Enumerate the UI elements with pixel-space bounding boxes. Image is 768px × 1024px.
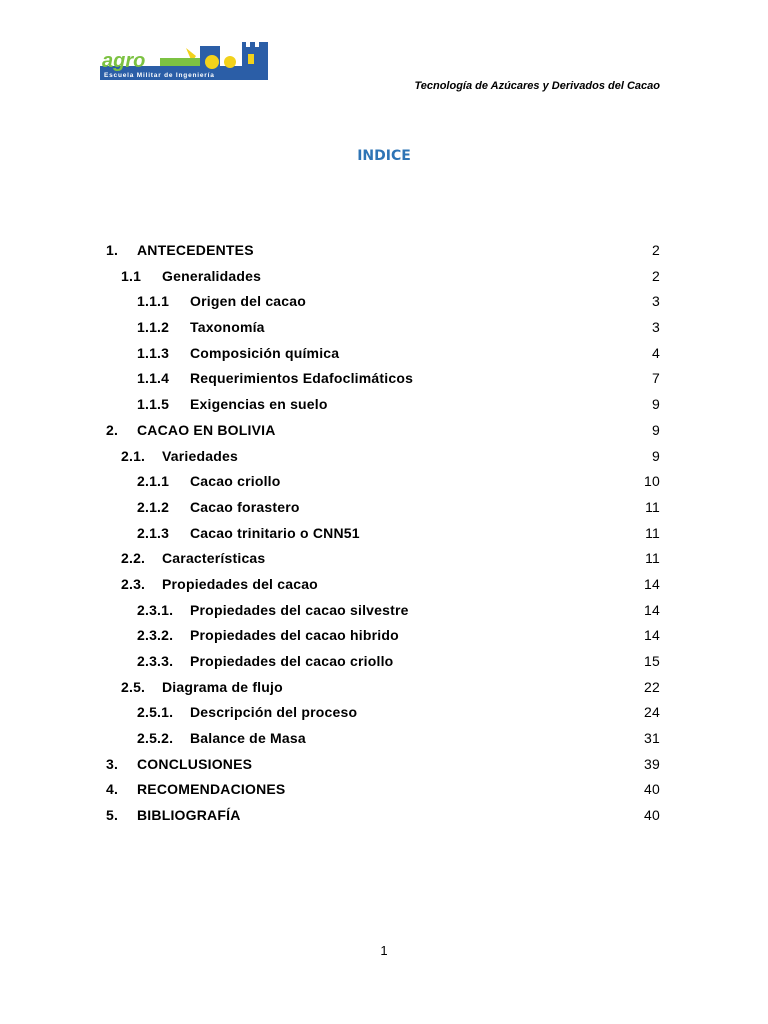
toc-entry-page: 9: [652, 396, 660, 413]
toc-entry-number: 2.2.: [121, 550, 146, 567]
toc-entry-number: 2.3.3.: [137, 653, 174, 669]
toc-entry-number: 2.3.1.: [137, 601, 174, 618]
toc-entry-label: Propiedades del cacao hibrido: [190, 627, 399, 644]
toc-entry-page: 39: [644, 755, 660, 772]
toc-entry[interactable]: [0, 726, 768, 752]
toc-entry-label: Cacao criollo: [190, 473, 281, 490]
toc-entry-number: 2.3.: [121, 575, 146, 592]
toc-entry-number: 1.1.3: [137, 344, 170, 361]
toc-entry-number: 2.3.2.: [137, 627, 174, 644]
toc-entry-page: 11: [645, 550, 660, 567]
toc-entry-label: Taxonomía: [190, 319, 265, 336]
toc-entry-page: 4: [652, 344, 660, 361]
toc-entry-label: RECOMENDACIONES: [137, 781, 286, 798]
toc-entry-page: 11: [645, 524, 660, 541]
toc-entry-page: 40: [644, 781, 660, 798]
toc-entry-page: 14: [644, 601, 660, 618]
toc-entry-page: 3: [652, 293, 660, 310]
toc-entry[interactable]: [0, 264, 768, 290]
toc-entry-number: 3.: [106, 755, 119, 772]
toc-entry-label: Propiedades del cacao: [162, 575, 318, 592]
toc-entry[interactable]: [0, 777, 768, 803]
toc-entry-number: 1.1: [121, 267, 142, 284]
toc-entry-label: Propiedades del cacao criollo: [190, 653, 394, 669]
agro-logo: [100, 42, 270, 84]
toc-entry[interactable]: [0, 289, 768, 315]
toc-entry-label: Exigencias en suelo: [190, 396, 328, 413]
toc-entry[interactable]: [0, 649, 768, 675]
toc-entry-number: 1.1.1: [137, 293, 170, 310]
toc-entry-label: Cacao trinitario o CNN51: [190, 524, 360, 541]
toc-entry-number: 1.: [106, 242, 119, 258]
page-title: INDICE: [357, 148, 411, 164]
toc-entry-number: 5.: [106, 807, 119, 824]
toc-entry-page: 14: [644, 575, 660, 592]
toc-entry-page: 15: [644, 653, 660, 669]
toc-entry-number: 1.1.2: [137, 319, 170, 336]
toc-entry-number: 2.1.2: [137, 498, 170, 515]
toc-entry-number: 2.1.1: [137, 473, 170, 490]
table-of-contents: [0, 238, 768, 829]
toc-entry[interactable]: [0, 546, 768, 572]
toc-entry-number: 1.1.4: [137, 370, 170, 387]
toc-entry-label: BIBLIOGRAFÍA: [137, 807, 241, 824]
toc-entry-page: 10: [644, 473, 660, 490]
toc-entry-number: 2.5.2.: [137, 730, 174, 747]
toc-entry[interactable]: [0, 598, 768, 624]
toc-entry-page: 9: [652, 447, 660, 464]
toc-entry-number: 4.: [106, 781, 119, 798]
toc-entry[interactable]: [0, 521, 768, 547]
toc-entry[interactable]: [0, 444, 768, 470]
toc-entry-label: Requerimientos Edafoclimáticos: [190, 370, 414, 387]
toc-entry-page: 2: [652, 267, 660, 284]
toc-entry-label: Balance de Masa: [190, 730, 306, 747]
toc-entry-page: 31: [644, 730, 660, 747]
toc-entry-page: 14: [644, 627, 660, 644]
toc-entry-page: 40: [644, 807, 660, 824]
toc-entry-page: 9: [652, 421, 660, 438]
toc-entry[interactable]: [0, 752, 768, 778]
toc-entry[interactable]: [0, 366, 768, 392]
toc-entry-label: Origen del cacao: [190, 293, 307, 310]
toc-entry[interactable]: [0, 623, 768, 649]
header-title: Tecnología de Azúcares y Derivados del Cacao: [414, 80, 660, 92]
logo-text: agro: [102, 50, 146, 72]
toc-entry-label: Generalidades: [162, 267, 262, 284]
toc-entry-label: Diagrama de flujo: [162, 678, 283, 695]
toc-entry[interactable]: [0, 675, 768, 701]
toc-entry-label: Composición química: [190, 344, 340, 361]
toc-entry[interactable]: [0, 495, 768, 521]
toc-entry-label: Variedades: [162, 447, 238, 464]
toc-entry-label: Propiedades del cacao silvestre: [190, 601, 409, 618]
toc-entry-number: 1.1.5: [137, 396, 170, 413]
toc-entry-page: 11: [645, 498, 660, 515]
toc-entry-label: Descripción del proceso: [190, 704, 358, 721]
logo-subtext: Escuela Militar de Ingeniería: [104, 72, 215, 79]
toc-entry-page: 7: [652, 370, 660, 387]
toc-entry[interactable]: [0, 469, 768, 495]
toc-entry-label: ANTECEDENTES: [137, 242, 254, 258]
toc-entry-page: 24: [644, 704, 660, 721]
toc-entry-number: 2.: [106, 421, 119, 438]
toc-entry-number: 2.1.: [121, 447, 146, 464]
toc-entry-page: 2: [652, 242, 660, 258]
toc-entry[interactable]: [0, 418, 768, 444]
toc-entry[interactable]: [0, 238, 768, 264]
toc-entry-label: Características: [162, 550, 266, 567]
toc-entry-page: 22: [644, 678, 660, 695]
toc-entry-number: 2.5.1.: [137, 704, 174, 721]
toc-entry-page: 3: [652, 319, 660, 336]
toc-entry-label: CACAO EN BOLIVIA: [137, 421, 276, 438]
toc-entry[interactable]: [0, 572, 768, 598]
toc-entry-label: Cacao forastero: [190, 498, 300, 515]
toc-entry[interactable]: [0, 315, 768, 341]
toc-entry-number: 2.1.3: [137, 524, 170, 541]
toc-entry[interactable]: [0, 392, 768, 418]
toc-entry[interactable]: [0, 341, 768, 367]
toc-entry-label: CONCLUSIONES: [137, 755, 253, 772]
toc-entry-number: 2.5.: [121, 678, 146, 695]
toc-entry[interactable]: [0, 803, 768, 829]
toc-entry[interactable]: [0, 700, 768, 726]
page-number: 1: [380, 943, 388, 958]
